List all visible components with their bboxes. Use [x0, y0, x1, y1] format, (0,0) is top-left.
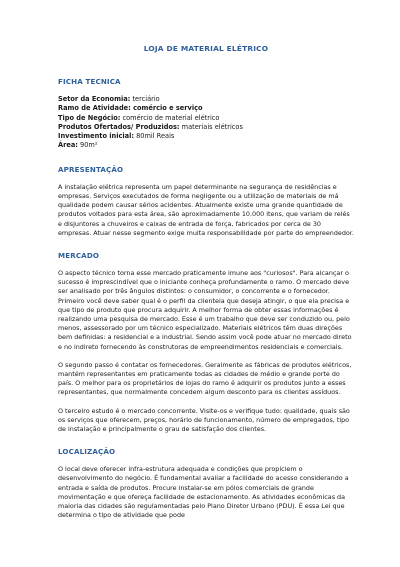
ficha-label: Ramo de Atividade: comércio e serviço	[58, 104, 203, 113]
ficha-tecnica-heading: FICHA TECNICA	[58, 77, 121, 86]
ficha-value: materiais elétricos	[181, 122, 243, 131]
ficha-label: Investimento inicial:	[58, 132, 134, 141]
mercado-paragraph: O terceiro estudo é o mercado concorrente. Visite-os e verifique tudo: qualidade, quais são os serviços que oferecem, preços, horário de funcionamento, número de empregados, tipo de instalação e principalmente o grau de satisfação dos clientes.	[58, 406, 350, 434]
localizacao-heading: LOCALIZAÇÃO	[58, 447, 116, 457]
ficha-row-produtos	[58, 123, 354, 132]
localizacao-paragraph: O local deve oferecer infra-estrutura adequada e condições que propiciem o desenvolvimento do negócio. É fundamental avaliar a facilidade do acesso considerando a entrada e saída de produtos. Procure instalar-se em pólos comerciais de grande movimentação e que ofereça facilidade de estacionamento. As atividades econômicas da maioria das cidades são regulamentadas pelo Plano Diretor Urbano (PDU). É essa Lei que determina o tipo de atividade que pode	[58, 465, 349, 520]
ficha-row-tipo	[58, 114, 354, 123]
ficha-label: Tipo de Negócio:	[58, 113, 121, 122]
mercado-heading: MERCADO	[58, 251, 100, 260]
ficha-value: comércio de material elétrico	[122, 113, 220, 122]
ficha-row-setor	[58, 95, 354, 104]
ficha-value: 80mil Reais	[136, 132, 175, 141]
apresentacao-section	[58, 165, 354, 238]
mercado-paragraph: O segundo passo é contatar os fornecedores. Geralmente as fábricas de produtos elétricos, mantém representantes em praticamente todas as cidades de médio e grande porte do país. O melhor para os proprietários de lojas do ramo é adquirir os produtos junto a esses representantes, que normalmente concedem algum desconto para os clientes assíduos.	[58, 360, 352, 397]
ficha-row-area	[58, 141, 354, 150]
mercado-paragraph: Primeiro você deve saber qual é o perfil da clientela que deseja atingir, o que ela precisa e que tipo de produto que procura adquirir. A melhor forma de obter essas informações é realizando uma pesquisa de mercado. Esse é um trabalho que deve ser conduzido ou, pelo menos, assessorado por um técnico especializado. Materiais elétricos têm duas direções bem definidas: a residencial e a industrial. Sendo assim você pode atuar no mercado direto e no indireto fornecendo às construtoras de empreendimentos residenciais e comerciais.	[58, 296, 352, 351]
localizacao-section	[58, 447, 354, 520]
ficha-row-investimento	[58, 132, 354, 141]
ficha-value: 90m²	[80, 141, 98, 150]
mercado-paragraph: O aspecto técnico torna esse mercado praticamente imune aos "curiosos". Para alcançar o sucesso é imprescindível que o iniciante conheça profundamente o ramo. O mercado deve ser analisado por três ângulos distintos: o consumidor, o concorrente e o fornecedor.	[58, 269, 349, 296]
apresentacao-heading: APRESENTAÇÃO	[58, 164, 124, 174]
mercado-section	[58, 251, 354, 434]
document-title: LOJA DE MATERIAL ELÉTRICO	[143, 44, 269, 53]
ficha-value: terciário	[132, 95, 160, 103]
ficha-tecnica-block	[58, 95, 354, 151]
apresentacao-paragraph: A instalação elétrica representa um papel determinante na segurança de residências e empresas. Serviços executados de forma negligente ou a utilização de materiais de má qualidade podem causar sérios acidentes. Atualmente existe uma grande quantidade de produtos voltados para esta área, são aproximadamente 10.000 itens, que variam de relés e disjuntores a chuveiros e caixas de entrada de força, fabricados por cerca de 30 empresas. Atuar nesse segmento exige muita responsabilidade por parte do empreendedor.	[58, 182, 354, 237]
ficha-label: Área:	[58, 141, 78, 150]
ficha-label: Setor da Economia:	[58, 95, 131, 103]
ficha-label: Produtos Ofertados/ Produzidos:	[58, 122, 180, 131]
ficha-row-ramo	[58, 104, 354, 113]
